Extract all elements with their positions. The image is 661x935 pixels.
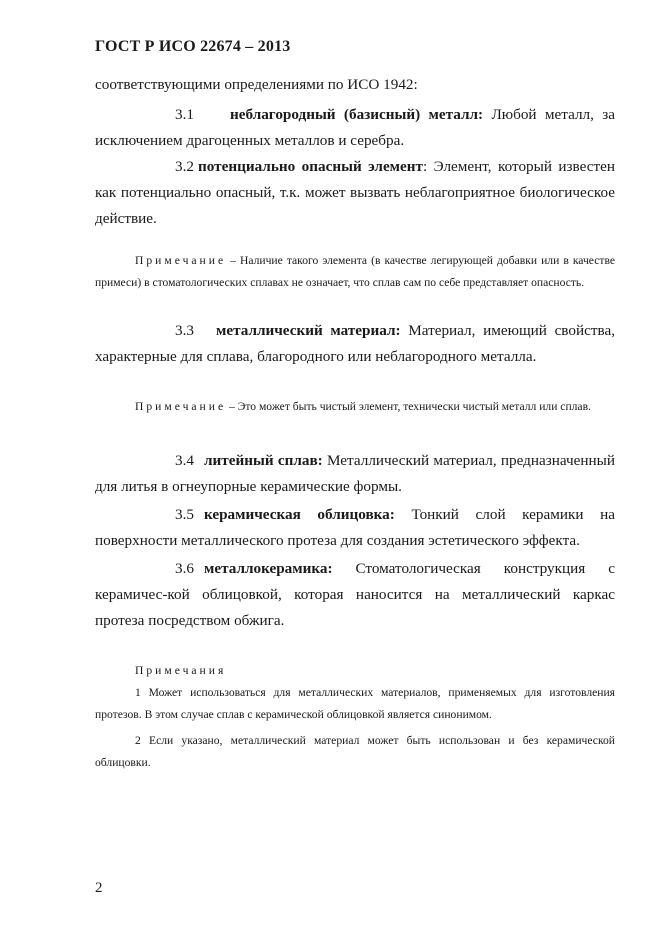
term-number: 3.6	[175, 560, 194, 577]
term-definition: Тонкий слой керамики на поверхности металлического протеза для создания эстетического эффекта.	[95, 506, 615, 549]
term-3-4	[95, 448, 615, 500]
note-text: – Это может быть чистый элемент, технически чистый металл или сплав.	[229, 400, 591, 413]
term-definition: Любой металл, за исключением драгоценных металлов и серебра.	[95, 106, 615, 149]
term-3-6	[95, 556, 615, 634]
notes-item-1: 1 Может использоваться для металлических материалов, применяемых для изготовления протезов. В этом случае сплав с керамической облицовкой является синонимом.	[95, 686, 615, 721]
term-number: 3.5	[175, 506, 194, 523]
term-number: 3.4	[175, 452, 194, 469]
term-name: неблагородный (базисный) металл:	[229, 106, 484, 123]
note-label: Примечание	[135, 400, 227, 413]
term-definition: Стоматологическая конструкция с керамичес-кой облицовкой, которая наносится на металлический каркас протеза посредством обжига.	[95, 560, 615, 629]
notes-label: Примечания	[135, 664, 227, 677]
term-name: потенциально опасный элемент	[197, 158, 423, 175]
term-3-2	[95, 154, 615, 232]
term-3-1	[95, 102, 615, 154]
term-3-3	[95, 318, 615, 370]
notes-item-2: 2 Если указано, металлический материал может быть использован и без керамической облицовки.	[95, 734, 615, 769]
term-number: 3.3	[175, 322, 194, 339]
note-text: – Наличие такого элемента (в качестве легирующей добавки или в качестве примеси) в стоматологических сплавах не означает, что сплав сам по себе представляет опасность.	[95, 254, 615, 289]
term-name: литейный сплав:	[203, 452, 323, 469]
term-name: металлический материал:	[215, 322, 401, 339]
document-header: ГОСТ Р ИСО 22674 – 2013	[95, 38, 291, 55]
note-1	[95, 250, 615, 294]
term-3-5	[95, 502, 615, 554]
term-definition: : Элемент, который известен как потенциально опасный, т.к. может вызвать неблагоприятное биологическое действие.	[95, 158, 615, 227]
note-label: Примечание	[135, 254, 227, 267]
term-number: 3.1	[175, 106, 194, 123]
note-2	[95, 396, 615, 418]
term-name: керамическая облицовка:	[203, 506, 395, 523]
intro-line: соответствующими определениями по ИСО 1942:	[95, 76, 418, 93]
term-name: металлокерамика:	[203, 560, 333, 577]
document-body	[95, 72, 615, 774]
term-definition: Металлический материал, предназначенный для литья в огнеупорные керамические формы.	[95, 452, 616, 495]
term-number: 3.2	[175, 158, 194, 175]
page-number: 2	[95, 880, 103, 896]
notes-heading	[95, 660, 615, 682]
term-definition: Материал, имеющий свойства, характерные для сплава, благородного или неблагородного металла.	[95, 322, 615, 365]
